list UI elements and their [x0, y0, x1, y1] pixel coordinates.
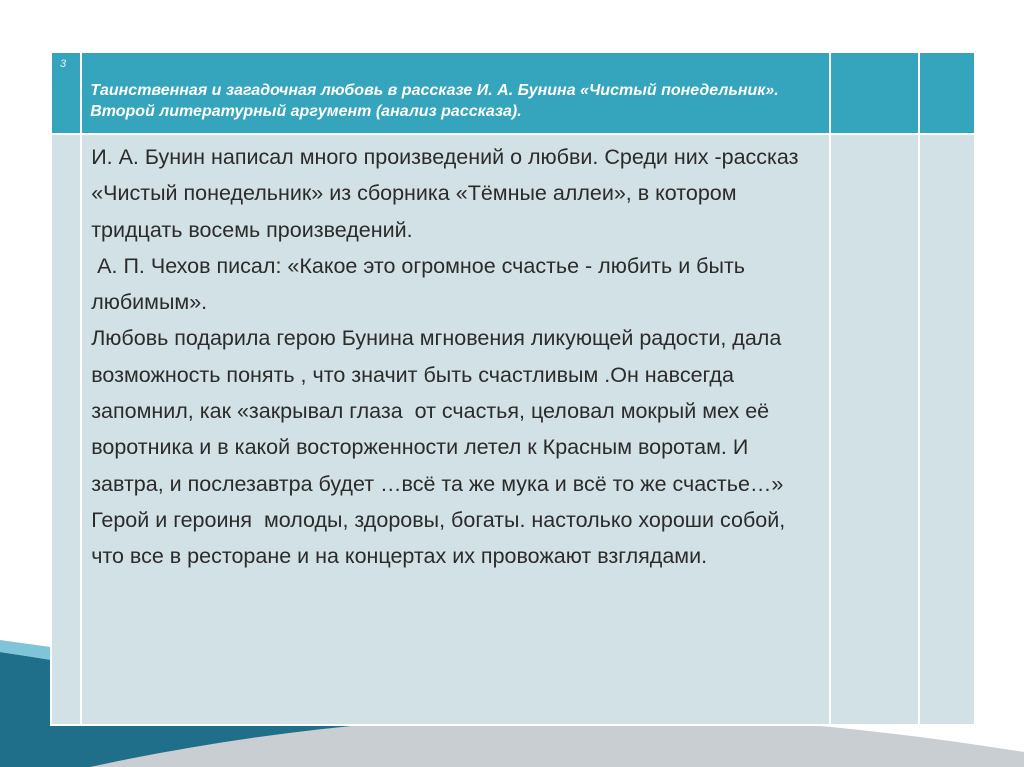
outline-table-container: [50, 51, 976, 724]
outline-table: [50, 51, 976, 726]
row-number: 3: [60, 58, 67, 70]
body-text: [82, 135, 829, 575]
table-header-row: [51, 52, 975, 134]
paragraph-1: И. А. Бунин написал много произведений о любви. Среди них -рассказ «Чистый понедельник» из сборника «Тёмные аллеи», в котором тридцать восемь произведений.: [91, 145, 805, 242]
table-body-row: [51, 134, 975, 725]
topic-title-cell: [81, 52, 830, 134]
paragraph-2: А. П. Чехов писал: «Какое это огромное счастье - любить и быть любимым».: [91, 253, 751, 315]
row-number-cell: [51, 52, 81, 134]
empty-number-cell: [51, 134, 81, 725]
empty-body-cell: [919, 134, 975, 725]
empty-body-cell: [830, 134, 919, 725]
topic-title: Таинственная и загадочная любовь в рассказе И. А. Бунина «Чистый понедельник». Второй литературный аргумент (анализ рассказа).: [90, 82, 779, 120]
body-text-cell: [81, 134, 830, 725]
empty-header-cell: [830, 52, 919, 134]
paragraph-3: Любовь подарила герою Бунина мгновения ликующей радости, дала возможность понять , что значит быть счастливым .Он навсегда запомнил, как «закрывал глаза от счастья, целовал мокрый мех её воротника и в какой восторженности летел к Красным воротам. И завтра, и послезавтра будет …всё та же мука и всё то же счастье…» Герой и героиня молоды, здоровы, богаты. настолько хороши собой, что все в ресторане и на концертах их провожают взглядами.: [91, 326, 792, 569]
empty-header-cell: [919, 52, 975, 134]
